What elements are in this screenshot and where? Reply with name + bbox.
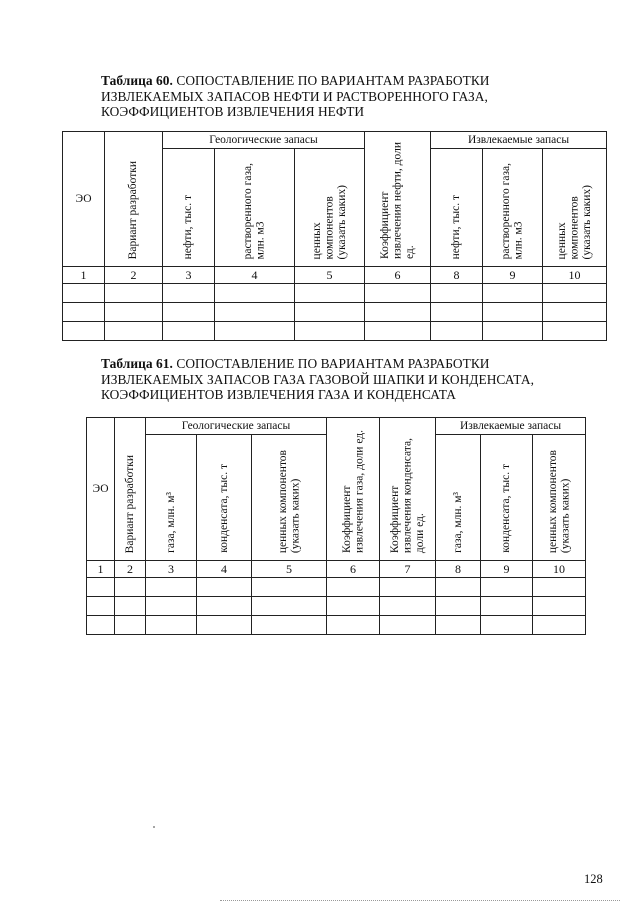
page-bottom-edge <box>220 900 620 901</box>
col-number: 6 <box>365 267 431 284</box>
header-condensate-recovery-coefficient: Коэффициент извлечения конденсата, доли ед. <box>380 418 436 561</box>
col-number: 3 <box>163 267 215 284</box>
table-row <box>87 578 586 597</box>
table-60 <box>62 131 607 341</box>
header-ex-components: ценных компонентов (указать каких) <box>533 435 586 561</box>
col-number: 10 <box>533 561 586 578</box>
col-number: 7 <box>380 561 436 578</box>
col-number: 5 <box>295 267 365 284</box>
header-oil-recovery-coefficient: Коэффициент извлечения нефти, доли ед. <box>365 132 431 267</box>
page-number: 128 <box>584 872 603 886</box>
table-60-title: СОПОСТАВЛЕНИЕ ПО ВАРИАНТАМ РАЗРАБОТКИ ИЗВЛЕКАЕМЫХ ЗАПАСОВ НЕФТИ И РАСТВОРЕННОГО ГАЗА, КОЭФФИЦИЕНТОВ ИЗВЛЕЧЕНИЯ НЕФТИ <box>101 73 490 119</box>
col-number: 2 <box>115 561 146 578</box>
table-row <box>63 284 607 303</box>
header-geo-condensate: конденсата, тыс. т <box>197 435 252 561</box>
header-ex-oil: нефти, тыс. т <box>431 149 483 267</box>
col-number: 1 <box>63 267 105 284</box>
col-number: 8 <box>431 267 483 284</box>
table-60-label: Таблица 60. <box>101 73 173 88</box>
col-number: 4 <box>197 561 252 578</box>
table-61 <box>86 417 586 635</box>
col-number: 2 <box>105 267 163 284</box>
table-61-caption <box>101 356 591 403</box>
table-row <box>87 616 586 635</box>
col-number: 6 <box>327 561 380 578</box>
col-number: 10 <box>543 267 607 284</box>
header-eo: ЭО <box>87 418 115 561</box>
header-ex-condensate: конденсата, тыс. т <box>481 435 533 561</box>
table-61-label: Таблица 61. <box>101 356 173 371</box>
header-geological-reserves: Геологические запасы <box>146 418 327 435</box>
header-variant: Вариант разработки <box>115 418 146 561</box>
col-number: 4 <box>215 267 295 284</box>
header-geo-gas: газа, млн. м³ <box>146 435 197 561</box>
scan-speck <box>153 826 155 828</box>
col-number: 9 <box>481 561 533 578</box>
header-geo-oil: нефти, тыс. т <box>163 149 215 267</box>
col-number: 3 <box>146 561 197 578</box>
header-variant: Вариант разработки <box>105 132 163 267</box>
header-ex-gas: газа, млн. м³ <box>436 435 481 561</box>
col-number: 5 <box>252 561 327 578</box>
header-geo-components: ценных компонентов (указать каких) <box>295 149 365 267</box>
header-geo-components: ценных компонентов (указать каких) <box>252 435 327 561</box>
table-row <box>63 322 607 341</box>
header-recoverable-reserves: Извлекаемые запасы <box>431 132 607 149</box>
table-row <box>87 597 586 616</box>
table-61-number-row <box>87 561 586 578</box>
header-gas-recovery-coefficient: Коэффициент извлечения газа, доли ед. <box>327 418 380 561</box>
header-recoverable-reserves: Извлекаемые запасы <box>436 418 586 435</box>
table-60-number-row <box>63 267 607 284</box>
table-60-caption <box>101 73 591 120</box>
col-number: 8 <box>436 561 481 578</box>
table-row <box>63 303 607 322</box>
table-61-title: СОПОСТАВЛЕНИЕ ПО ВАРИАНТАМ РАЗРАБОТКИ ИЗВЛЕКАЕМЫХ ЗАПАСОВ ГАЗА ГАЗОВОЙ ШАПКИ И КОНДЕНСАТА, КОЭФФИЦИЕНТОВ ИЗВЛЕЧЕНИЯ ГАЗА И КОНДЕНСАТА <box>101 356 534 402</box>
header-eo: ЭО <box>63 132 105 267</box>
header-ex-dissolved-gas: растворенного газа, млн. м3 <box>483 149 543 267</box>
header-geological-reserves: Геологические запасы <box>163 132 365 149</box>
col-number: 9 <box>483 267 543 284</box>
header-geo-dissolved-gas: растворенного газа, млн. м3 <box>215 149 295 267</box>
header-ex-components: ценных компонентов (указать каких) <box>543 149 607 267</box>
col-number: 1 <box>87 561 115 578</box>
